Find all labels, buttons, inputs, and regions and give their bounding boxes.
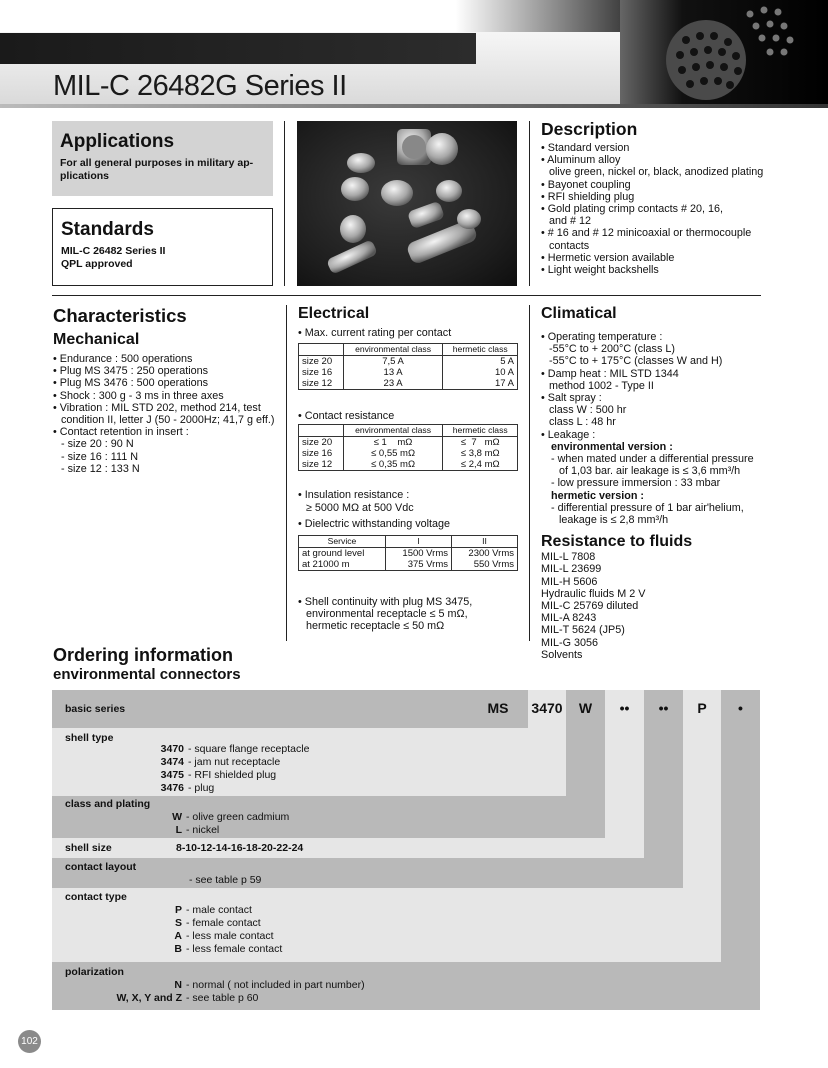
mechanical-item: • Vibration : MIL STD 202, method 214, test [53,401,261,414]
fluid-item: MIL-L 23699 [541,563,602,576]
table-header-cell [299,425,344,437]
fluid-item: MIL-H 5606 [541,575,598,588]
description-item: • # 16 and # 12 minicoaxial or thermocouple [541,227,752,240]
mechanical-item: • Shock : 300 g - 3 ms in three axes [53,389,224,402]
table-cell: at 21000 m [299,559,386,571]
page-header [0,0,828,108]
insulation-line: • Insulation resistance : [298,489,410,502]
table-header-cell: environmental class [343,425,443,437]
climatical-item: class L : 48 hr [549,416,616,429]
mechanical-item: - size 16 : 111 N [61,450,139,463]
mechanical-item: - size 20 : 90 N [61,438,134,451]
mechanical-title: Mechanical [53,331,140,348]
mechanical-item: condition II, letter J (50 - 2000Hz; 41,7 g eff.) [61,414,275,427]
band-contact-type [52,888,721,962]
connector-pattern-icon [660,0,828,108]
climatical-title: Climatical [541,305,617,322]
insulation-line: ≥ 5000 MΩ at 500 Vdc [306,501,414,514]
contact-type-item-code: P [174,904,182,916]
contact-type-item [158,904,282,917]
table-cell: 10 A [443,367,518,378]
code-layout: •• [658,700,669,716]
environmental-list [541,453,761,490]
environmental-version: environmental version : [551,440,673,453]
table-row [299,437,518,449]
code-shell: 3470 [531,700,563,716]
table-row [299,448,518,459]
table-cell: ≤ 0,55 mΩ [343,448,443,459]
table-cell: ≤ 2,4 mΩ [443,459,518,471]
description-list [541,142,771,276]
standards-line: MIL-C 26482 Series II [61,245,166,257]
fluids-list [541,551,771,661]
divider [529,305,530,641]
description-item: • Aluminum alloy [541,154,621,167]
shell-type-item-code: 3470 [160,743,184,755]
fluid-item: MIL-T 5624 (JP5) [541,624,625,637]
contact-type-item-text: - less male contact [186,930,274,942]
page-number: 102 [18,1030,41,1053]
header-divider [0,104,828,108]
label-polarization: polarization [65,966,124,978]
shell-type-item-code: 3476 [160,782,184,794]
band-shell-size [52,838,644,858]
table-row [299,378,518,390]
mechanical-item: • Plug MS 3476 : 500 operations [53,377,209,390]
current-label: • Max. current rating per contact [298,327,452,339]
code-size: •• [619,700,630,716]
class-plating-items [158,811,289,837]
environmental-item: of 1,03 bar. air leakage is ≤ 3,6 mm³/h [559,465,741,478]
label-class-plating: class and plating [65,798,151,810]
divider [284,121,285,286]
fluid-item: Hydraulic fluids M 2 V [541,587,646,600]
climatical-item: • Operating temperature : [541,331,663,343]
page-title: MIL-C 26482G Series II [53,70,347,102]
ordering-subtitle: environmental connectors [53,666,241,683]
applications-title: Applications [60,131,175,152]
polarization-items [92,979,365,1005]
label-contact-type: contact type [65,891,127,903]
table-header-row [299,344,518,356]
table-row [299,459,518,471]
ordering-chart [52,690,760,1010]
divider [529,121,530,286]
description-item: olive green, nickel or, black, anodized plating [549,166,764,179]
contact-type-items [158,904,282,956]
table-row [299,356,518,368]
class-plating-item-text: - olive green cadmium [186,811,290,823]
standards-text [61,245,264,270]
table-cell: size 20 [299,437,344,449]
class-plating-item-code: W [172,811,182,823]
shell-type-item [158,756,309,769]
environmental-item: - when mated under a differential pressure [551,453,754,466]
shell-type-item-code: 3475 [160,769,184,781]
contact-type-item [158,917,282,930]
table-header-row [299,536,518,548]
section-divider [52,295,761,296]
mechanical-item: • Endurance : 500 operations [53,353,193,365]
connectors-image [297,121,517,286]
polarization-item-text: - see table p 60 [186,992,259,1004]
resistance-table [298,424,518,471]
contact-type-item [158,943,282,956]
shell-continuity-line: • Shell continuity with plug MS 3475, [298,596,473,609]
class-plating-item [158,811,289,824]
applications-line: For all general purposes in military ap- [60,157,254,169]
characteristics-title: Characteristics [53,305,187,326]
polarization-item-code: W, X, Y and Z [116,992,182,1004]
table-cell: ≤ 1 mΩ [343,437,443,449]
description-item: and # 12 [549,215,592,228]
fluid-item: MIL-L 7808 [541,551,596,564]
climatical-item: -55°C to + 200°C (class L) [549,343,675,356]
shell-type-items [158,743,309,795]
table-header-cell: II [452,536,518,548]
code-polarization: • [738,700,743,716]
shell-continuity-line: environmental receptacle ≤ 5 mΩ, [306,608,468,621]
climatical-item: method 1002 - Type II [549,379,654,392]
table-cell: size 12 [299,378,344,390]
contact-layout-value: - see table p 59 [189,874,262,886]
table-header-cell: Service [299,536,386,548]
table-cell: 375 Vrms [386,559,452,571]
shell-type-item [158,743,309,756]
shell-size-value: 8-10-12-14-16-18-20-22-24 [176,842,304,854]
climatical-item: • Damp heat : MIL STD 1344 [541,367,679,380]
table-cell: 2300 Vrms [452,548,518,560]
description-section [541,119,771,276]
table-cell: size 12 [299,459,344,471]
description-item: • RFI shielding plug [541,190,635,203]
table-row [299,367,518,378]
contact-type-item-text: - less female contact [186,943,283,955]
table-cell: at ground level [299,548,386,560]
description-item: • Gold plating crimp contacts # 20, 16, [541,203,724,216]
characteristics-section [53,305,278,475]
shell-type-item-text: - RFI shielded plug [188,769,277,781]
table-cell: 7,5 A [343,356,443,368]
table-cell: size 16 [299,367,344,378]
table-cell: 13 A [343,367,443,378]
table-cell: ≤ 0,35 mΩ [343,459,443,471]
climatical-list [541,331,771,441]
polarization-item-text: - normal ( not included in part number) [186,979,365,991]
fluid-item: MIL-C 25769 diluted [541,600,639,613]
dielectric-table [298,535,518,571]
current-table [298,343,518,390]
label-shell-type: shell type [65,732,114,744]
table-header-cell [299,344,344,356]
climatical-item: • Salt spray : [541,392,602,405]
label-basic-series: basic series [65,703,126,715]
table-cell: 17 A [443,378,518,390]
hermetic-item: leakage is ≤ 2,8 mm³/h [559,514,669,527]
hermetic-item: - differential pressure of 1 bar air'helium, [551,501,744,514]
table-cell: ≤ 7 mΩ [443,437,518,449]
fluids-title: Resistance to fluids [541,533,693,551]
fluid-item: MIL-A 8243 [541,612,597,625]
fluid-item: Solvents [541,648,583,661]
climatical-item: -55°C to + 175°C (classes W and H) [549,355,723,368]
table-row [299,548,518,560]
dielectric-label: • Dielectric withstanding voltage [298,517,451,530]
contact-type-item-code: B [174,943,182,955]
climatical-section [541,305,771,661]
electrical-section [298,305,523,633]
table-cell: size 16 [299,448,344,459]
shell-type-item [158,782,309,795]
electrical-title: Electrical [298,305,370,322]
table-cell: 1500 Vrms [386,548,452,560]
code-class: W [578,700,593,716]
table-header-cell: I [386,536,452,548]
shell-type-item-code: 3474 [160,756,184,768]
table-header-cell: hermetic class [443,344,518,356]
table-cell: size 20 [299,356,344,368]
divider [286,305,287,641]
mechanical-item: - size 12 : 133 N [61,462,140,475]
applications-box [52,121,273,196]
table-cell: ≤ 3,8 mΩ [443,448,518,459]
shell-type-item-text: - jam nut receptacle [188,756,281,768]
standards-line: QPL approved [61,257,133,270]
table-cell: 550 Vrms [452,559,518,571]
shell-type-item [158,769,309,782]
contact-type-item-text: - female contact [186,917,261,929]
description-item: • Light weight backshells [541,264,659,277]
applications-line: plications [60,169,110,182]
shell-type-item-text: - plug [188,782,215,794]
table-header-cell: environmental class [343,344,443,356]
description-title: Description [541,119,638,139]
code-contact: P [697,700,707,716]
description-item: contacts [549,239,590,252]
polarization-item-code: N [174,979,182,991]
polarization-item [92,992,365,1005]
table-cell: 5 A [443,356,518,368]
mechanical-item: • Contact retention in insert : [53,426,189,439]
contact-type-item-code: S [174,917,182,929]
climatical-item: class W : 500 hr [549,404,627,417]
contact-type-item-text: - male contact [186,904,252,916]
header-bar [0,33,476,64]
standards-title: Standards [61,219,154,240]
polarization-item [92,979,365,992]
ordering-title: Ordering information [53,645,233,665]
table-row [299,559,518,571]
resistance-label: • Contact resistance [298,410,395,423]
fluid-item: MIL-G 3056 [541,636,599,649]
class-plating-item-text: - nickel [186,824,220,836]
hermetic-list [541,502,771,526]
applications-text [60,157,265,182]
mechanical-item: • Plug MS 3475 : 250 operations [53,365,209,378]
description-item: • Standard version [541,142,630,154]
code-ms: MS [487,700,509,716]
table-header-row [299,425,518,437]
contact-type-item-code: A [174,930,182,942]
mechanical-list [53,353,278,475]
description-item: • Hermetic version available [541,251,675,264]
shell-type-item-text: - square flange receptacle [188,743,310,755]
description-item: • Bayonet coupling [541,178,631,191]
shell-continuity [298,596,523,633]
class-plating-item-code: L [175,824,182,836]
standards-box [52,208,273,286]
band-contact-layout [52,858,683,888]
hermetic-version: hermetic version : [551,489,645,502]
class-plating-item [158,824,289,837]
table-header-cell: hermetic class [443,425,518,437]
table-cell: 23 A [343,378,443,390]
contact-type-item [158,930,282,943]
label-contact-layout: contact layout [65,861,137,873]
insulation-text [298,489,523,513]
climatical-item: • Leakage : [541,428,596,441]
environmental-item: - low pressure immersion : 33 mbar [551,477,721,490]
connectors-photo [297,121,517,286]
label-shell-size: shell size [65,842,112,854]
shell-continuity-line: hermetic receptacle ≤ 50 mΩ [306,620,445,633]
